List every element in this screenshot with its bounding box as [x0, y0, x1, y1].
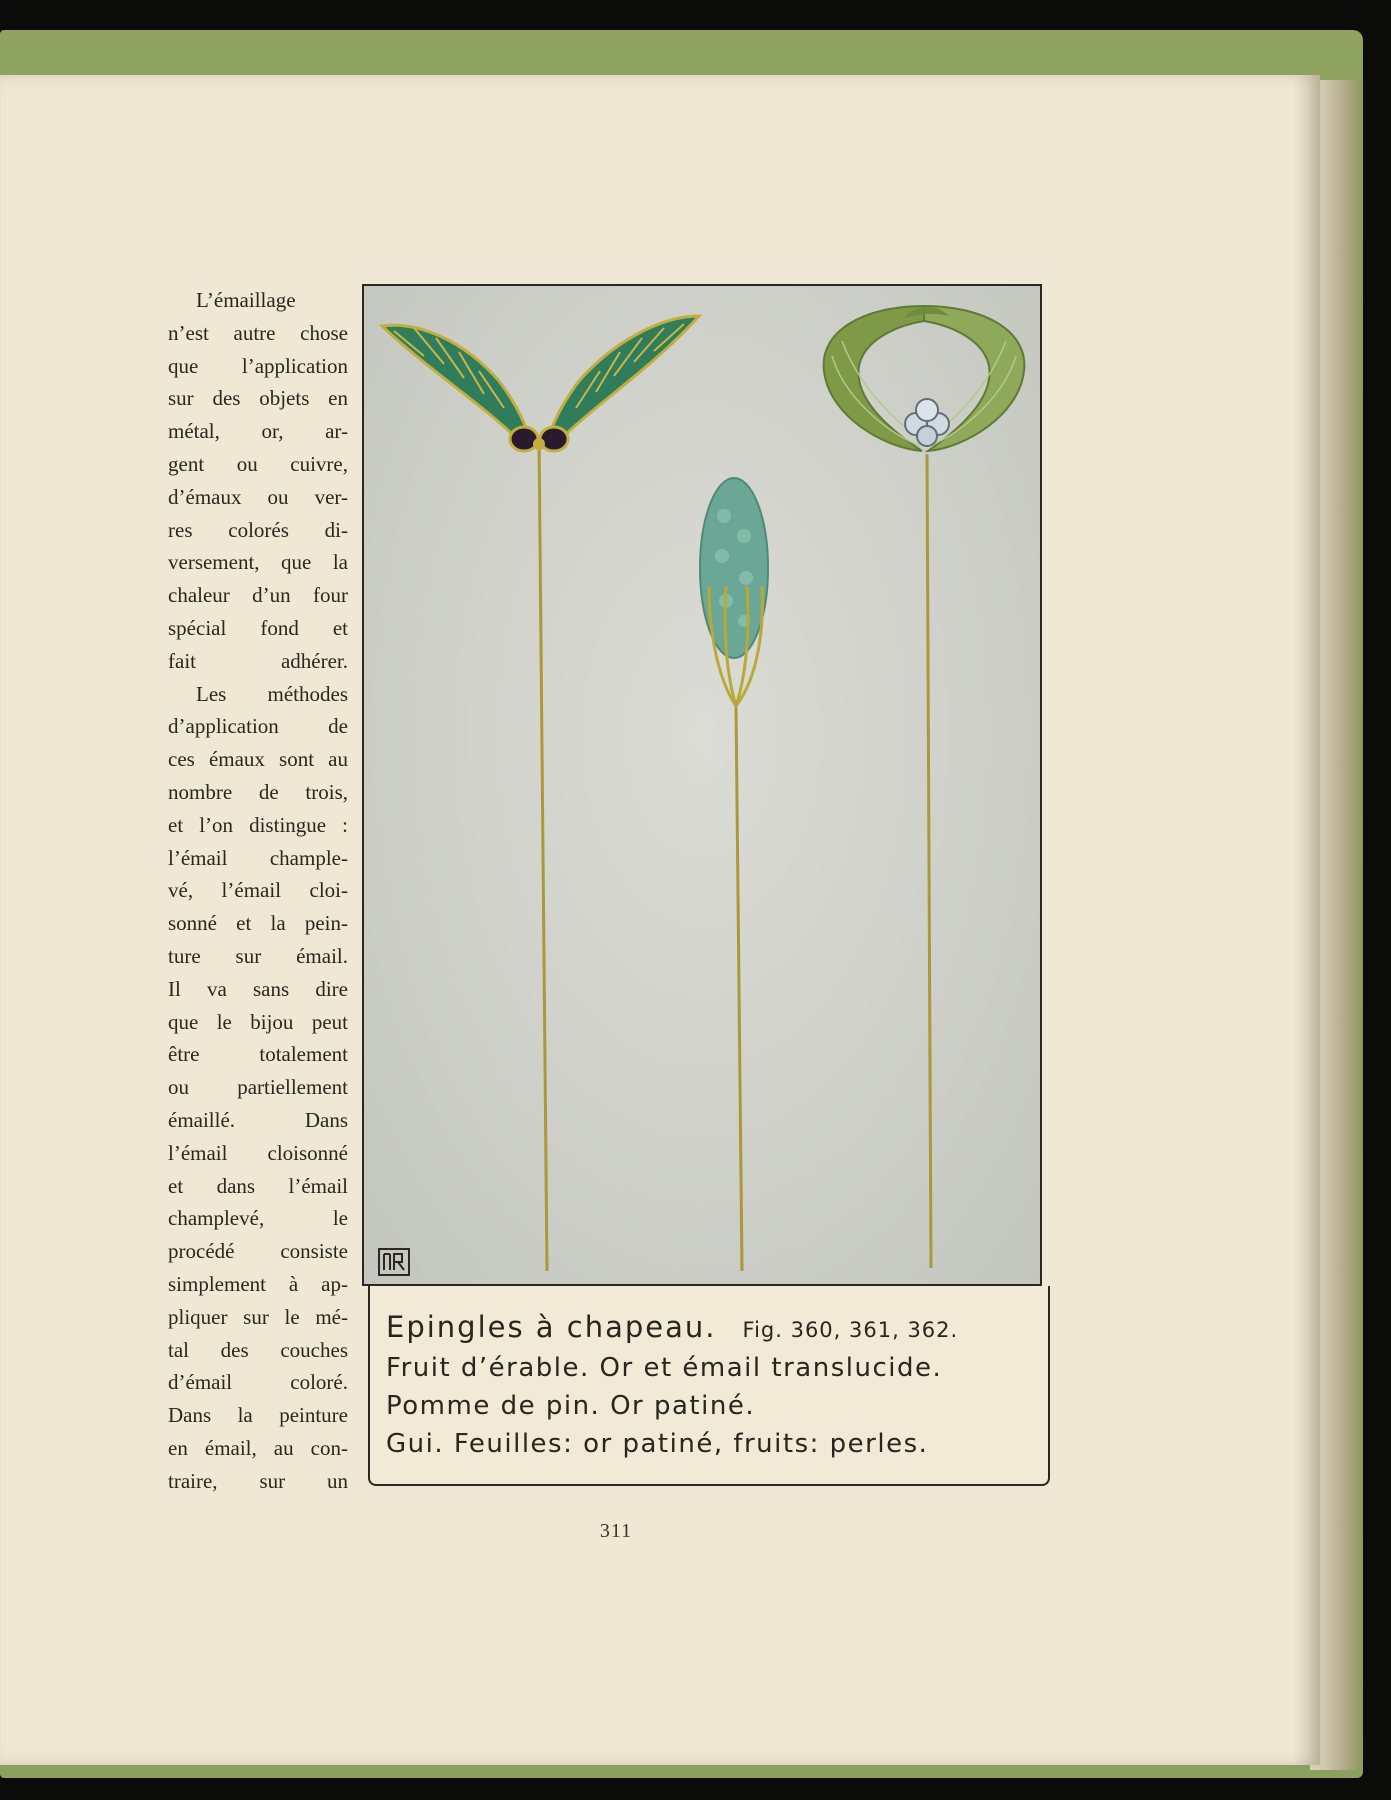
- body-text-line: versement, que la: [168, 550, 348, 575]
- page-gutter-shadow: [1292, 75, 1320, 1765]
- body-text-line: pliquer sur le mé-: [168, 1304, 348, 1329]
- body-text-line: ture sur émail.: [168, 943, 348, 968]
- body-text-line: L’émaillage: [196, 288, 296, 312]
- body-text-line: champlevé, le: [168, 1206, 348, 1231]
- body-text-line: sonné et la pein-: [168, 911, 348, 936]
- maple-fruit-hatpin: [382, 316, 699, 1271]
- body-text-line: spécial fond et: [168, 615, 348, 640]
- illustration-plate: [362, 284, 1042, 1286]
- body-text-line: n’est autre chose: [168, 320, 348, 345]
- body-text-line: et l’on distingue :: [168, 812, 348, 837]
- body-text-line: d’application de: [168, 714, 348, 739]
- body-text-line: l’émail cloisonné: [168, 1140, 348, 1165]
- body-text-line: et dans l’émail: [168, 1173, 348, 1198]
- body-text-line: procédé consiste: [168, 1239, 348, 1264]
- body-text-line: être totalement: [168, 1042, 348, 1067]
- body-text-line: ou partiellement: [168, 1075, 348, 1100]
- mistletoe-hatpin: [824, 306, 1025, 1268]
- caption-title-line: [386, 1308, 1036, 1349]
- page-number: 311: [599, 1520, 633, 1542]
- body-text-line: d’émaux ou ver-: [168, 484, 348, 509]
- body-text-line: métal, or, ar-: [168, 419, 348, 444]
- caption-pine-cone: Pomme de pin. Or patiné.: [386, 1391, 756, 1421]
- body-text-line: d’émail coloré.: [168, 1370, 348, 1395]
- body-text-line: gent ou cuivre,: [168, 451, 348, 476]
- artist-monogram: [378, 1248, 410, 1276]
- body-text-line: chaleur d’un four: [168, 583, 348, 608]
- body-text-line: en émail, au con-: [168, 1435, 348, 1460]
- body-text-line: ces émaux sont au: [168, 747, 348, 772]
- body-text-line: fait adhérer.: [168, 648, 348, 673]
- pine-cone-hatpin: [700, 478, 768, 1271]
- caption-figure-numbers: Fig. 360, 361, 362.: [742, 1318, 959, 1342]
- body-text-line: que le bijou peut: [168, 1009, 348, 1034]
- body-text-line: vé, l’émail cloi-: [168, 878, 348, 903]
- body-text-line: émaillé. Dans: [168, 1107, 348, 1132]
- body-text-line: simplement à ap-: [168, 1271, 348, 1296]
- body-text-line: res colorés di-: [168, 517, 348, 542]
- body-text-line: Il va sans dire: [168, 976, 348, 1001]
- body-text-line: traire, sur un: [168, 1468, 348, 1493]
- hatpins-illustration: [364, 286, 1040, 1284]
- body-text-line: nombre de trois,: [168, 779, 348, 804]
- body-text-line: l’émail chample-: [168, 845, 348, 870]
- body-text-line: que l’application: [168, 353, 348, 378]
- body-text-line: Les méthodes: [196, 681, 348, 706]
- body-text-line: Dans la peinture: [168, 1403, 348, 1428]
- caption-maple-fruit: Fruit d’érable. Or et émail translucide.: [386, 1353, 943, 1383]
- body-text-column: [168, 284, 348, 1497]
- plate-caption: [368, 1286, 1050, 1486]
- caption-title: Epingles à chapeau.: [386, 1310, 717, 1344]
- body-text-line: tal des couches: [168, 1337, 348, 1362]
- body-text-line: sur des objets en: [168, 386, 348, 411]
- caption-mistletoe: Gui. Feuilles: or patiné, fruits: perles.: [386, 1429, 929, 1459]
